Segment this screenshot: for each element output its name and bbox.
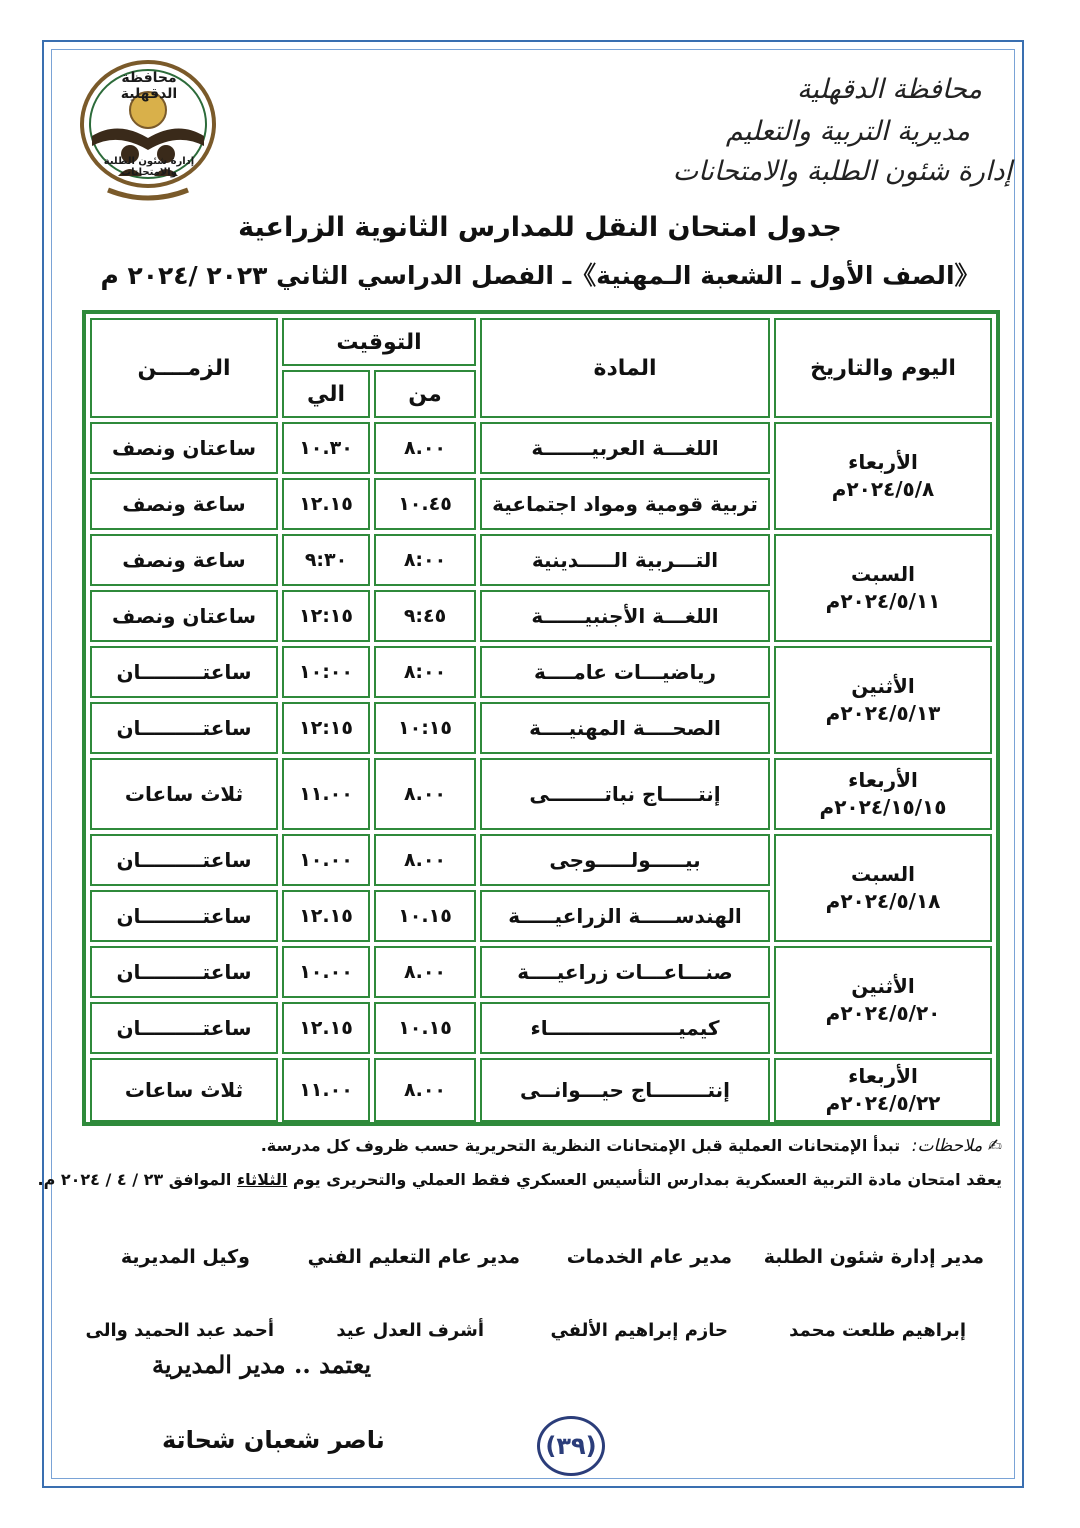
group-5-row-2-duration: ساعتـــــــــان [90, 890, 278, 942]
group-4-date: ٢٠٢٤/١٥/١٥م [819, 795, 947, 819]
group-7-row-1-subject: إنتــــــــاج حيـــوانــى [480, 1058, 770, 1122]
group-1-row-1-subject: اللغـــة العربيـــــــة [480, 422, 770, 474]
group-2-row-1-duration: ساعة ونصف [90, 534, 278, 586]
page-number: (٣٩) [537, 1416, 605, 1476]
group-6-row-2-subject: كيميـــــــــــــــــــاء [480, 1002, 770, 1054]
group-5-date: ٢٠٢٤/٥/١٨م [825, 889, 941, 913]
group-7-row-1-duration: ثلاث ساعات [90, 1058, 278, 1122]
group-3-day: الأثنين [851, 674, 915, 698]
group-1-date: ٢٠٢٤/٥/٨م [831, 477, 935, 501]
group-7-day: الأربعاء [848, 1064, 918, 1088]
note-text-2b: الموافق ٢٣ / ٤ / ٢٠٢٤ م. [37, 1170, 232, 1189]
page-subtitle: 《الصف الأول ـ الشعبة الـمهنية》ـ الفصل الدراسي الثاني ٢٠٢٣ /٢٠٢٤ م [100, 261, 980, 290]
notes-label: ✍ ملاحظات: [911, 1136, 1002, 1156]
note-text-2a: يعقد امتحان مادة التربية العسكرية بمدارس التأسيس العسكري فقط العملي والتحريرى يوم [292, 1170, 1002, 1189]
group-2-row-1-from: ٨:٠٠ [374, 534, 476, 586]
note-line-1 [261, 1136, 1002, 1156]
group-3-date: ٢٠٢٤/٥/١٣م [825, 701, 941, 725]
group-2-day-date [774, 534, 992, 642]
group-5-row-1-from: ٨.٠٠ [374, 834, 476, 886]
group-4-day-date [774, 758, 992, 830]
group-5-row-1-duration: ساعتـــــــــان [90, 834, 278, 886]
group-6-row-2-from: ١٠.١٥ [374, 1002, 476, 1054]
group-3-row-1-subject: رياضيـــات عامــــة [480, 646, 770, 698]
group-3-row-1-from: ٨:٠٠ [374, 646, 476, 698]
approval-line: يعتمد .. مدير المديرية [152, 1350, 372, 1379]
group-1-row-1-to: ١٠.٣٠ [282, 422, 370, 474]
group-6-row-2-to: ١٢.١٥ [282, 1002, 370, 1054]
group-2-row-1-subject: التـــربية الـــــدينية [480, 534, 770, 586]
group-6-row-1-to: ١٠.٠٠ [282, 946, 370, 998]
group-6-date: ٢٠٢٤/٥/٢٠م [825, 1001, 941, 1025]
group-4-day: الأربعاء [848, 768, 918, 792]
group-4-row-1-to: ١١.٠٠ [282, 758, 370, 830]
group-2-day: السبت [850, 562, 916, 586]
signature-title-4: وكيل المديرية [120, 1246, 250, 1268]
header-subject: المادة [480, 318, 770, 418]
group-3-day-date [774, 646, 992, 754]
group-5-row-2-subject: الهندســـــة الزراعيـــــة [480, 890, 770, 942]
group-1-row-2-duration: ساعة ونصف [90, 478, 278, 530]
group-2-row-2-from: ٩:٤٥ [374, 590, 476, 642]
group-3-row-1-to: ١٠:٠٠ [282, 646, 370, 698]
group-3-row-1-duration: ساعتـــــــــان [90, 646, 278, 698]
group-1-row-2-subject: تربية قومية ومواد اجتماعية [480, 478, 770, 530]
header-duration: الزمــــن [90, 318, 278, 418]
group-6-row-1-duration: ساعتـــــــــان [90, 946, 278, 998]
group-1-row-2-from: ١٠.٤٥ [374, 478, 476, 530]
group-7-date: ٢٠٢٤/٥/٢٢م [825, 1091, 941, 1115]
header-to: الي [282, 370, 370, 418]
group-6-row-2-duration: ساعتـــــــــان [90, 1002, 278, 1054]
group-7-row-1-from: ٨.٠٠ [374, 1058, 476, 1122]
logo-caption-bottom: إدارة شئون الطلبة والامتحانات [103, 156, 195, 178]
group-2-row-2-subject: اللغـــة الأجنبيــــــة [480, 590, 770, 642]
group-6-row-1-subject: صنـــاعـــات زراعيــــة [480, 946, 770, 998]
header-governorate: محافظة الدقهلية [796, 74, 982, 105]
group-5-day: السبت [850, 862, 916, 886]
signature-title-1: مدير إدارة شئون الطلبة [763, 1246, 984, 1268]
group-4-row-1-duration: ثلاث ساعات [90, 758, 278, 830]
director-name: ناصر شعبان شحاتة [162, 1426, 385, 1454]
group-7-row-1-to: ١١.٠٠ [282, 1058, 370, 1122]
group-2-date: ٢٠٢٤/٥/١١م [825, 589, 941, 613]
signature-name-2: حازم إبراهيم الألفي [550, 1320, 728, 1341]
group-5-row-1-to: ١٠.٠٠ [282, 834, 370, 886]
group-3-row-2-duration: ساعتـــــــــان [90, 702, 278, 754]
page-title: جدول امتحان النقل للمدارس الثانوية الزراعية [238, 212, 842, 243]
header-from: من [374, 370, 476, 418]
group-7-day-date [774, 1058, 992, 1122]
note-text-1: تبدأ الإمتحانات العملية قبل الإمتحانات النظرية التحريرية حسب ظروف كل مدرسة. [260, 1136, 901, 1155]
header-administration: إدارة شئون الطلبة والامتحانات [672, 156, 1012, 187]
group-6-day-date [774, 946, 992, 1054]
group-2-row-2-to: ١٢:١٥ [282, 590, 370, 642]
header-day-date: اليوم والتاريخ [774, 318, 992, 418]
group-5-day-date [774, 834, 992, 942]
signature-name-3: أشرف العدل عيد [336, 1320, 484, 1341]
group-6-row-1-from: ٨.٠٠ [374, 946, 476, 998]
group-1-row-1-from: ٨.٠٠ [374, 422, 476, 474]
group-2-row-1-to: ٩:٣٠ [282, 534, 370, 586]
exam-schedule-table [82, 310, 1000, 1126]
group-5-row-1-subject: بيـــــولـــــوجى [480, 834, 770, 886]
logo-caption-top: محافظة الدقهلية [120, 70, 178, 102]
group-1-row-2-to: ١٢.١٥ [282, 478, 370, 530]
group-3-row-2-to: ١٢:١٥ [282, 702, 370, 754]
signature-title-2: مدير عام الخدمات [566, 1246, 732, 1268]
group-2-row-2-duration: ساعتان ونصف [90, 590, 278, 642]
header-timing: التوقيت [282, 318, 476, 366]
group-5-row-2-to: ١٢.١٥ [282, 890, 370, 942]
group-3-row-2-from: ١٠:١٥ [374, 702, 476, 754]
note-text-2-day: الثلاثاء [236, 1170, 288, 1189]
group-1-day: الأربعاء [848, 450, 918, 474]
group-4-row-1-subject: إنتـــــاج نباتــــــــى [480, 758, 770, 830]
group-1-row-1-duration: ساعتان ونصف [90, 422, 278, 474]
group-5-row-2-from: ١٠.١٥ [374, 890, 476, 942]
group-6-day: الأثنين [851, 974, 915, 998]
signature-name-1: إبراهيم طلعت محمد [789, 1320, 966, 1341]
header-directorate: مديرية التربية والتعليم [725, 116, 970, 147]
signature-title-3: مدير عام التعليم الفني [307, 1246, 520, 1268]
group-4-row-1-from: ٨.٠٠ [374, 758, 476, 830]
signature-name-4: أحمد عبد الحميد والى [85, 1320, 274, 1341]
group-1-day-date [774, 422, 992, 530]
group-3-row-2-subject: الصحــــة المهنيــــة [480, 702, 770, 754]
note-line-2 [37, 1170, 1002, 1189]
